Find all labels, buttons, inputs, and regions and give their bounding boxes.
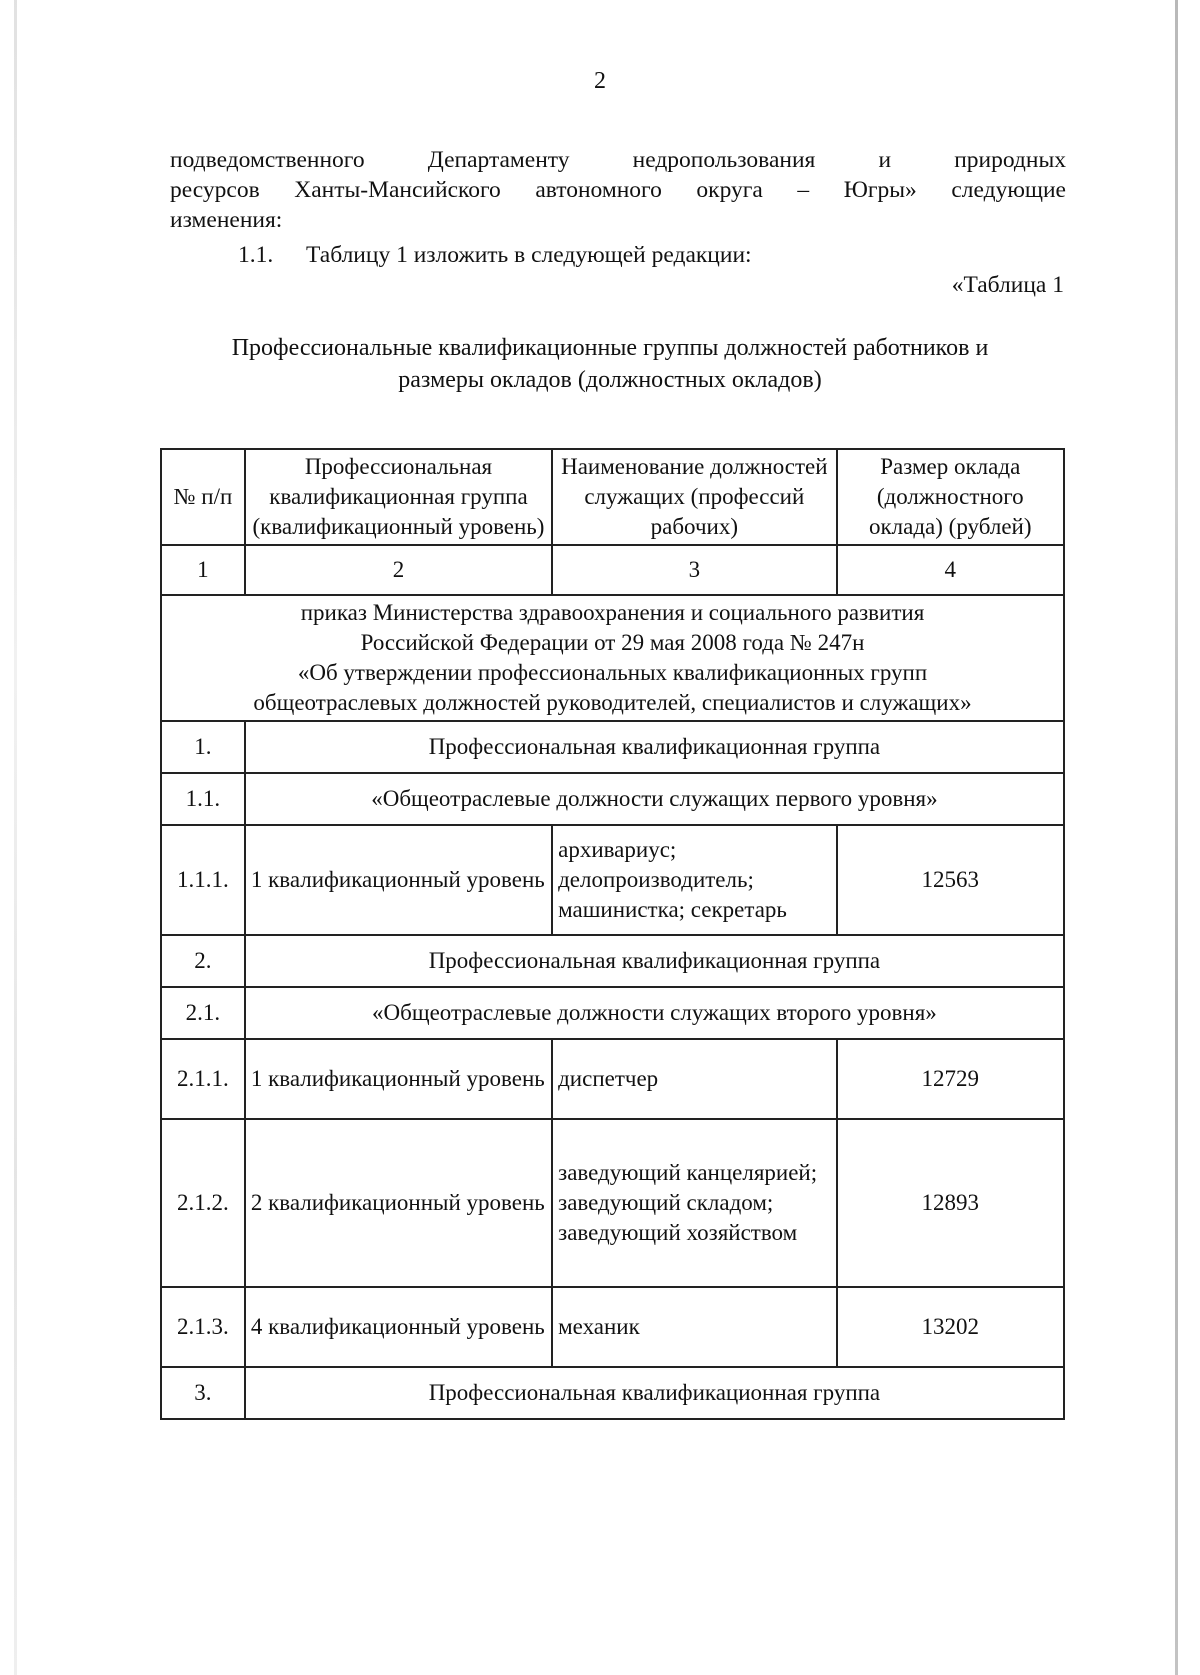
- subgroup-title: «Общеотраслевые должности служащих второго уровня»: [245, 987, 1064, 1039]
- row-number: 2.: [161, 935, 245, 987]
- subgroup-row: [161, 987, 1064, 1039]
- intro-line-3: изменения:: [170, 207, 283, 233]
- header-number: № п/п: [161, 449, 245, 545]
- qualification-level: 1 квалификационный уровень: [245, 825, 552, 935]
- qualification-level: 1 квалификационный уровень: [245, 1039, 552, 1119]
- salary: 12729: [837, 1039, 1064, 1119]
- row-number: 2.1.3.: [161, 1287, 245, 1367]
- intro-paragraph: [170, 145, 1066, 235]
- column-index: 3: [552, 545, 836, 595]
- row-number: 1.: [161, 721, 245, 773]
- table-row: [161, 1119, 1064, 1287]
- clause-1-1: [238, 240, 752, 270]
- subgroup-row: [161, 773, 1064, 825]
- order-line-1: приказ Министерства здравоохранения и социального развития: [300, 600, 925, 625]
- subgroup-title: «Общеотраслевые должности служащих первого уровня»: [245, 773, 1064, 825]
- table-row: [161, 825, 1064, 935]
- salary: 13202: [837, 1287, 1064, 1367]
- group-row: [161, 935, 1064, 987]
- intro-line-1: подведомственного Департаменту недропользования и природных: [170, 147, 1066, 173]
- row-number: 1.1.: [161, 773, 245, 825]
- order-line-4: общеотраслевых должностей руководителей, специалистов и служащих»: [253, 690, 972, 715]
- table-header-row: [161, 449, 1064, 545]
- positions: архивариус; делопроизводитель; машинистка; секретарь: [552, 825, 836, 935]
- clause-number: 1.1.: [238, 242, 274, 268]
- order-line-2: Российской Федерации от 29 мая 2008 года № 247н: [360, 630, 865, 655]
- column-index-row: [161, 545, 1064, 595]
- group-row: [161, 721, 1064, 773]
- group-title: Профессиональная квалификационная группа: [245, 1367, 1064, 1419]
- group-row: [161, 1367, 1064, 1419]
- row-number: 2.1.2.: [161, 1119, 245, 1287]
- page-number: 2: [594, 68, 606, 94]
- scan-edge-right: [1175, 0, 1178, 1675]
- positions: диспетчер: [552, 1039, 836, 1119]
- table-row: [161, 1039, 1064, 1119]
- group-title: Профессиональная квалификационная группа: [245, 935, 1064, 987]
- qualification-level: 4 квалификационный уровень: [245, 1287, 552, 1367]
- positions: заведующий канцелярией; заведующий складом; заведующий хозяйством: [552, 1119, 836, 1287]
- salary-table: [160, 448, 1065, 1420]
- row-number: 1.1.1.: [161, 825, 245, 935]
- salary: 12563: [837, 825, 1064, 935]
- row-number: 2.1.1.: [161, 1039, 245, 1119]
- order-line-3: «Об утверждении профессиональных квалификационных групп: [297, 660, 928, 685]
- order-reference: [161, 595, 1064, 721]
- clause-text: Таблицу 1 изложить в следующей редакции:: [306, 242, 752, 268]
- table-title-line-2: размеры окладов (должностных окладов): [398, 367, 822, 393]
- positions: механик: [552, 1287, 836, 1367]
- scan-edge-left: [14, 0, 17, 1675]
- header-salary: Размер оклада (должностного оклада) (рублей): [837, 449, 1064, 545]
- table-title: [160, 332, 1060, 396]
- group-title: Профессиональная квалификационная группа: [245, 721, 1064, 773]
- header-positions: Наименование должностей служащих (профессий рабочих): [552, 449, 836, 545]
- qualification-level: 2 квалификационный уровень: [245, 1119, 552, 1287]
- table-row: [161, 1287, 1064, 1367]
- table-caption: «Таблица 1: [951, 272, 1064, 298]
- column-index: 1: [161, 545, 245, 595]
- row-number: 2.1.: [161, 987, 245, 1039]
- order-reference-row: [161, 595, 1064, 721]
- column-index: 4: [837, 545, 1064, 595]
- column-index: 2: [245, 545, 552, 595]
- intro-line-2: ресурсов Ханты-Мансийского автономного округа – Югры» следующие: [170, 177, 1066, 203]
- row-number: 3.: [161, 1367, 245, 1419]
- table-title-line-1: Профессиональные квалификационные группы должностей работников и: [231, 335, 989, 361]
- header-group: Профессиональная квалификационная группа (квалификационный уровень): [245, 449, 552, 545]
- salary: 12893: [837, 1119, 1064, 1287]
